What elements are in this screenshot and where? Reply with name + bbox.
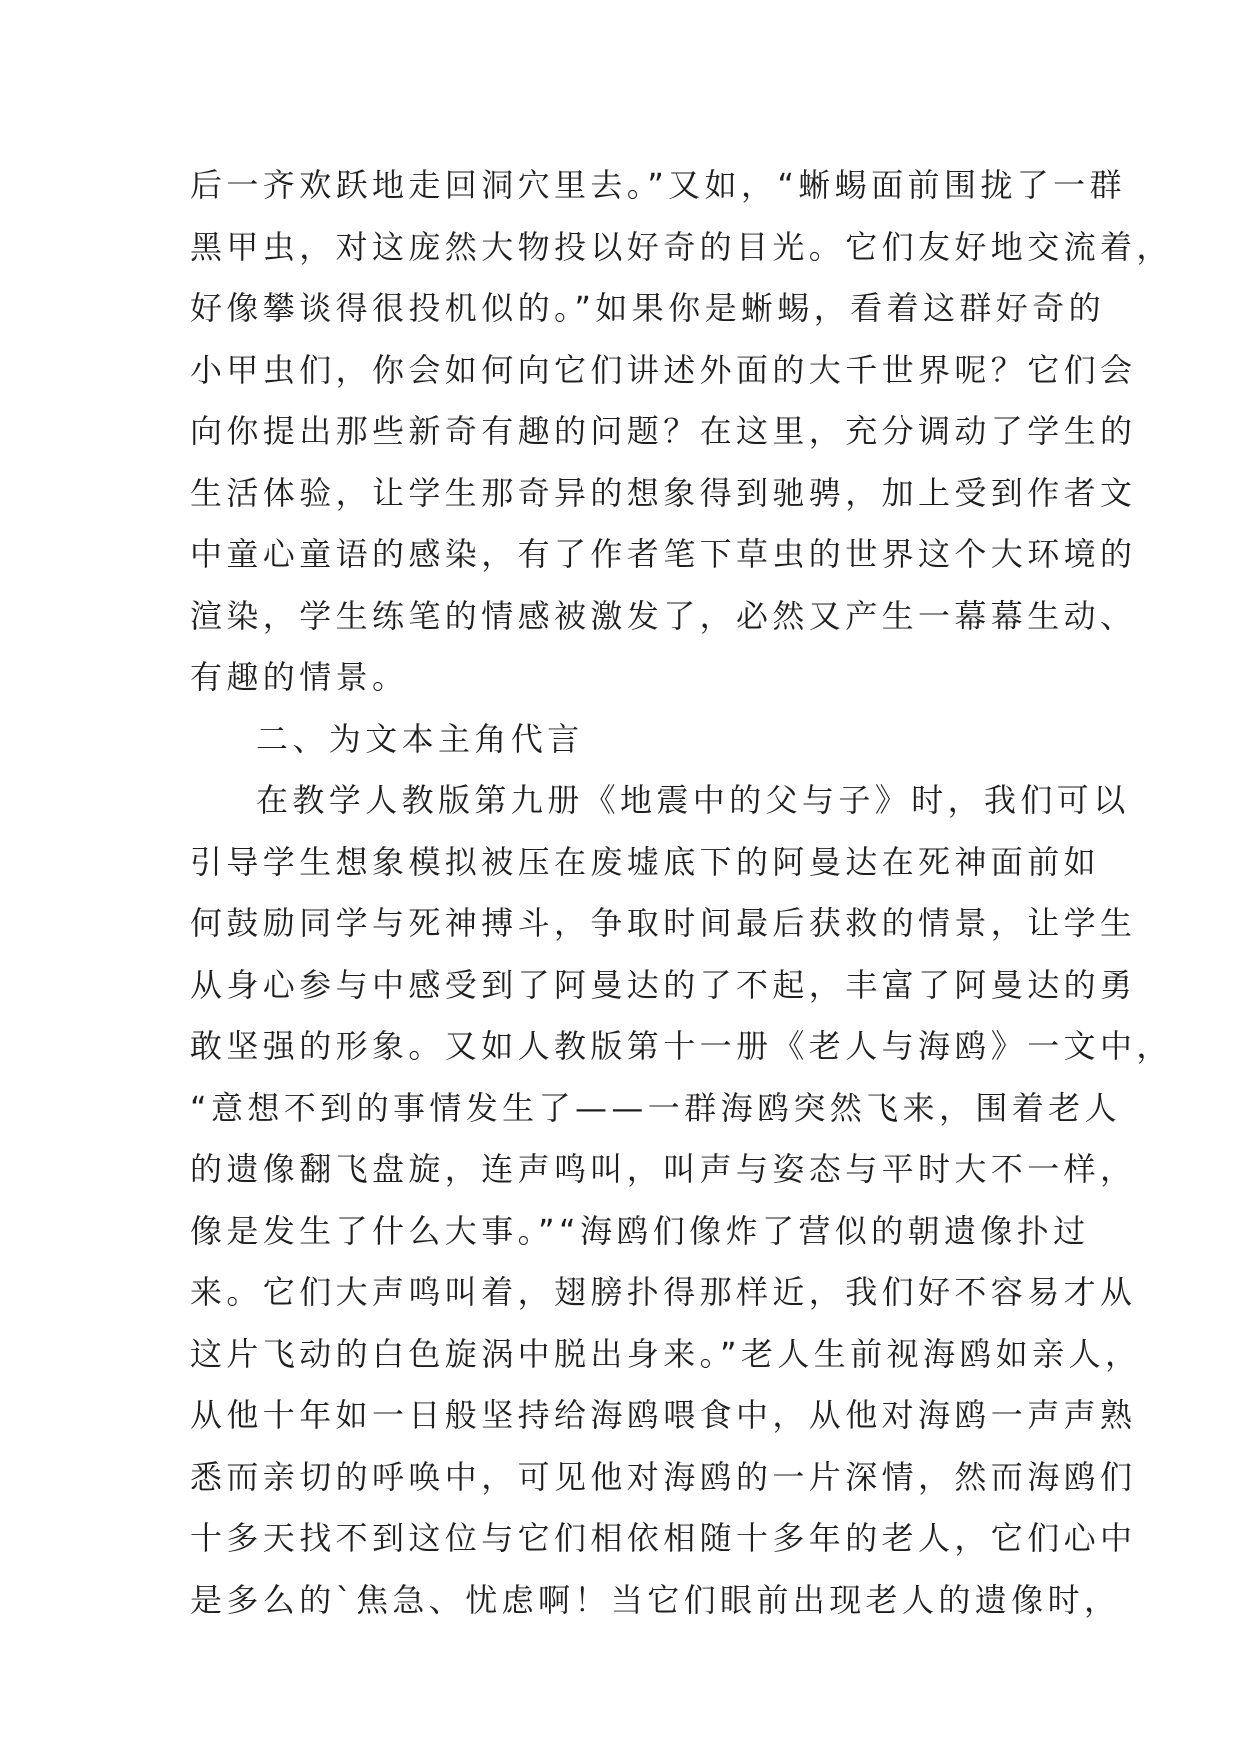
text-line: 悉而亲切的呼唤中，可见他对海鸥的一片深情，然而海鸥们 — [190, 1457, 1137, 1496]
text-line: 生活体验，让学生那奇异的想象得到驰骋，加上受到作者文 — [190, 473, 1137, 512]
text-line: 何鼓励同学与死神搏斗，争取时间最后获救的情景，让学生 — [190, 904, 1137, 942]
text-line: 黑甲虫，对这庞然大物投以好奇的目光。它们友好地交流着， — [190, 227, 1173, 266]
text-line: 的遗像翻飞盘旋，连声鸣叫，叫声与姿态与平时大不一样， — [190, 1150, 1137, 1188]
text-line: 是多么的`焦急、忧虑啊！当它们眼前出现老人的遗像时， — [190, 1580, 1121, 1619]
text-line: 从他十年如一日般坚持给海鸥喂食中，从他对海鸥一声声熟 — [190, 1396, 1137, 1434]
section-heading: 二、为文本主角代言 — [256, 719, 584, 758]
text-line: 来。它们大声鸣叫着，翅膀扑得那样近，我们好不容易才从 — [190, 1273, 1137, 1311]
text-line: 敢坚强的形象。又如人教版第十一册《老人与海鸥》一文中， — [190, 1027, 1173, 1065]
text-line: “意想不到的事情发生了——一群海鸥突然飞来，围着老人 — [190, 1088, 1121, 1127]
text-line: 中童心童语的感染，有了作者笔下草虫的世界这个大环境的 — [190, 535, 1137, 573]
text-line: 小甲虫们，你会如何向它们讲述外面的大千世界呢？它们会 — [190, 350, 1137, 389]
text-line: 好像攀谈得很投机似的。”如果你是蜥蜴，看着这群好奇的 — [190, 289, 1105, 327]
text-line: 后一齐欢跃地走回洞穴里去。”又如，“蜥蜴面前围拢了一群 — [190, 166, 1126, 204]
text-line: 从身心参与中感受到了阿曼达的了不起，丰富了阿曼达的勇 — [190, 965, 1137, 1004]
text-line: 像是发生了什么大事。”“海鸥们像炸了营似的朝遗像扑过 — [190, 1211, 1090, 1250]
paragraph-start-line: 在教学人教版第九册《地震中的父与子》时，我们可以 — [256, 781, 1130, 819]
body-text — [190, 155, 1173, 1631]
text-line: 向你提出那些新奇有趣的问题？在这里，充分调动了学生的 — [190, 412, 1137, 450]
text-line: 渲染，学生练笔的情感被激发了，必然又产生一幕幕生动、 — [190, 596, 1137, 635]
text-line: 十多天找不到这位与它们相依相随十多年的老人，它们心中 — [190, 1519, 1137, 1557]
text-line: 引导学生想象模拟被压在废墟底下的阿曼达在死神面前如 — [190, 842, 1101, 881]
text-line: 有趣的情景。 — [190, 658, 409, 696]
text-line: 这片飞动的白色旋涡中脱出身来。”老人生前视海鸥如亲人， — [190, 1334, 1142, 1373]
